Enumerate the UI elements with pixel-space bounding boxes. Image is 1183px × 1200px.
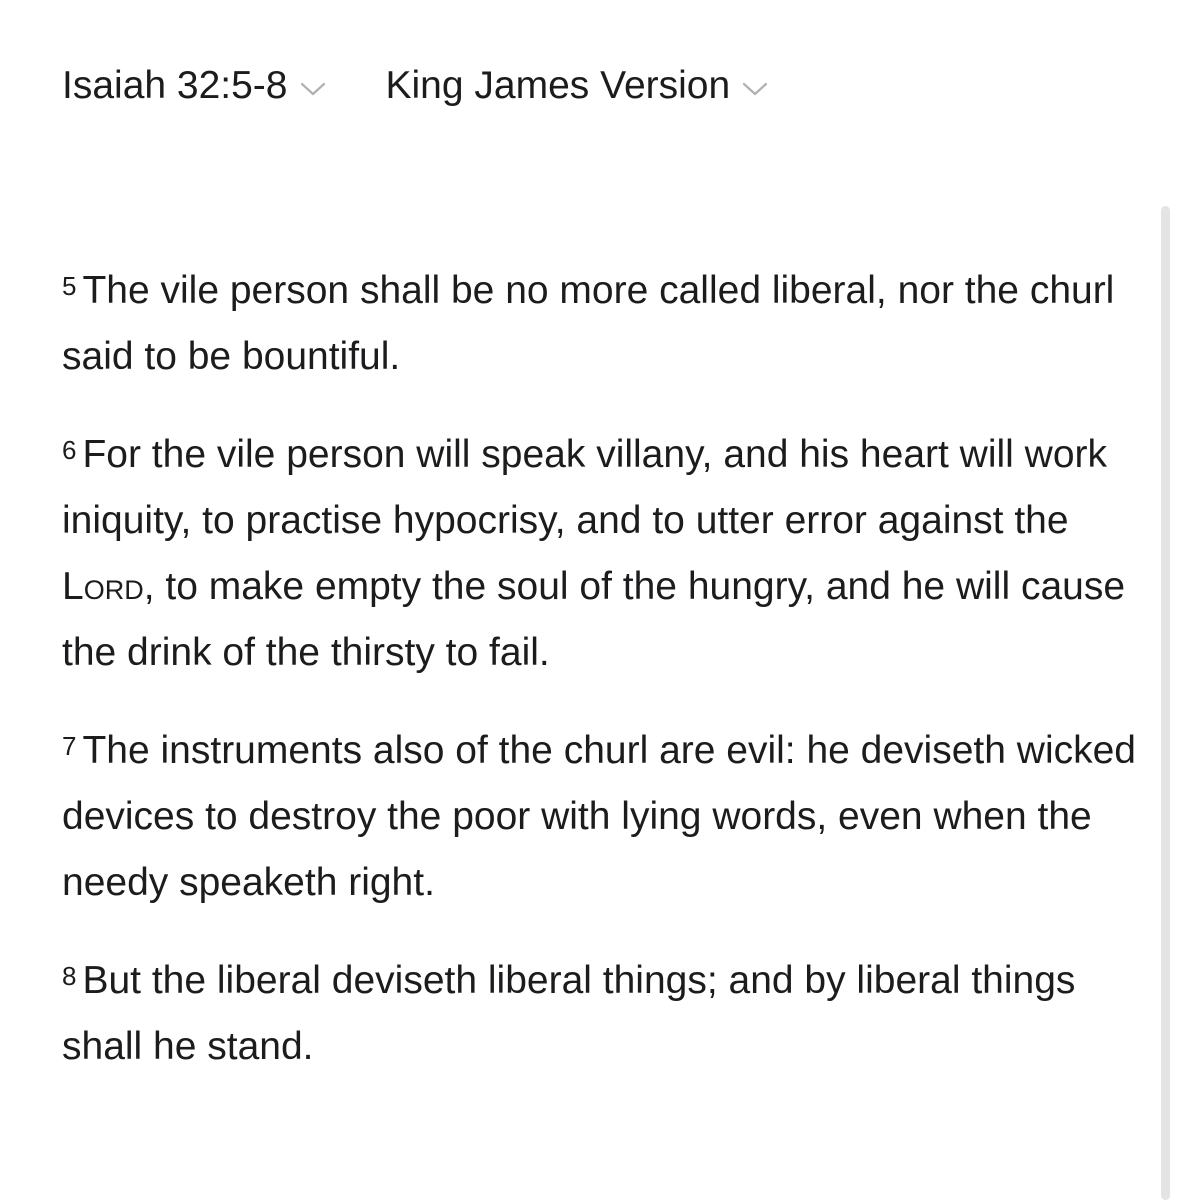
verse-5 <box>62 253 1142 390</box>
verse-7 <box>62 713 1142 916</box>
scrollbar[interactable] <box>1161 206 1170 1200</box>
verse-text: For the vile person will speak villany, and his heart will work iniquity, to practise hypocrisy, and to utter error against the <box>62 433 1107 542</box>
verse-8 <box>62 943 1142 1080</box>
chevron-down-icon <box>300 79 326 99</box>
version-selector[interactable] <box>386 60 769 112</box>
passage-header <box>62 60 768 112</box>
passage-text <box>62 253 1142 1107</box>
verse-text: But the liberal deviseth liberal things; and by liberal things shall he stand. <box>62 959 1076 1068</box>
version-label: King James Version <box>385 64 731 107</box>
verse-number: 6 <box>62 435 77 465</box>
reference-selector[interactable] <box>62 60 326 112</box>
verse-number: 8 <box>62 961 77 991</box>
verse-text-continued: , to make empty the soul of the hungry, and he will cause the drink of the thirsty to fail. <box>62 565 1126 674</box>
chevron-down-icon <box>742 79 768 99</box>
verse-number: 5 <box>62 271 77 301</box>
reference-label: Isaiah 32:5-8 <box>62 64 288 107</box>
verse-text: The vile person shall be no more called liberal, nor the churl said to be bountiful. <box>62 269 1115 378</box>
verse-number: 7 <box>62 731 77 761</box>
lord-small-caps: Lord <box>62 565 144 608</box>
verse-6 <box>62 417 1142 686</box>
verse-text: The instruments also of the churl are evil: he deviseth wicked devices to destroy the poor with lying words, even when the needy speaketh right. <box>62 729 1136 904</box>
